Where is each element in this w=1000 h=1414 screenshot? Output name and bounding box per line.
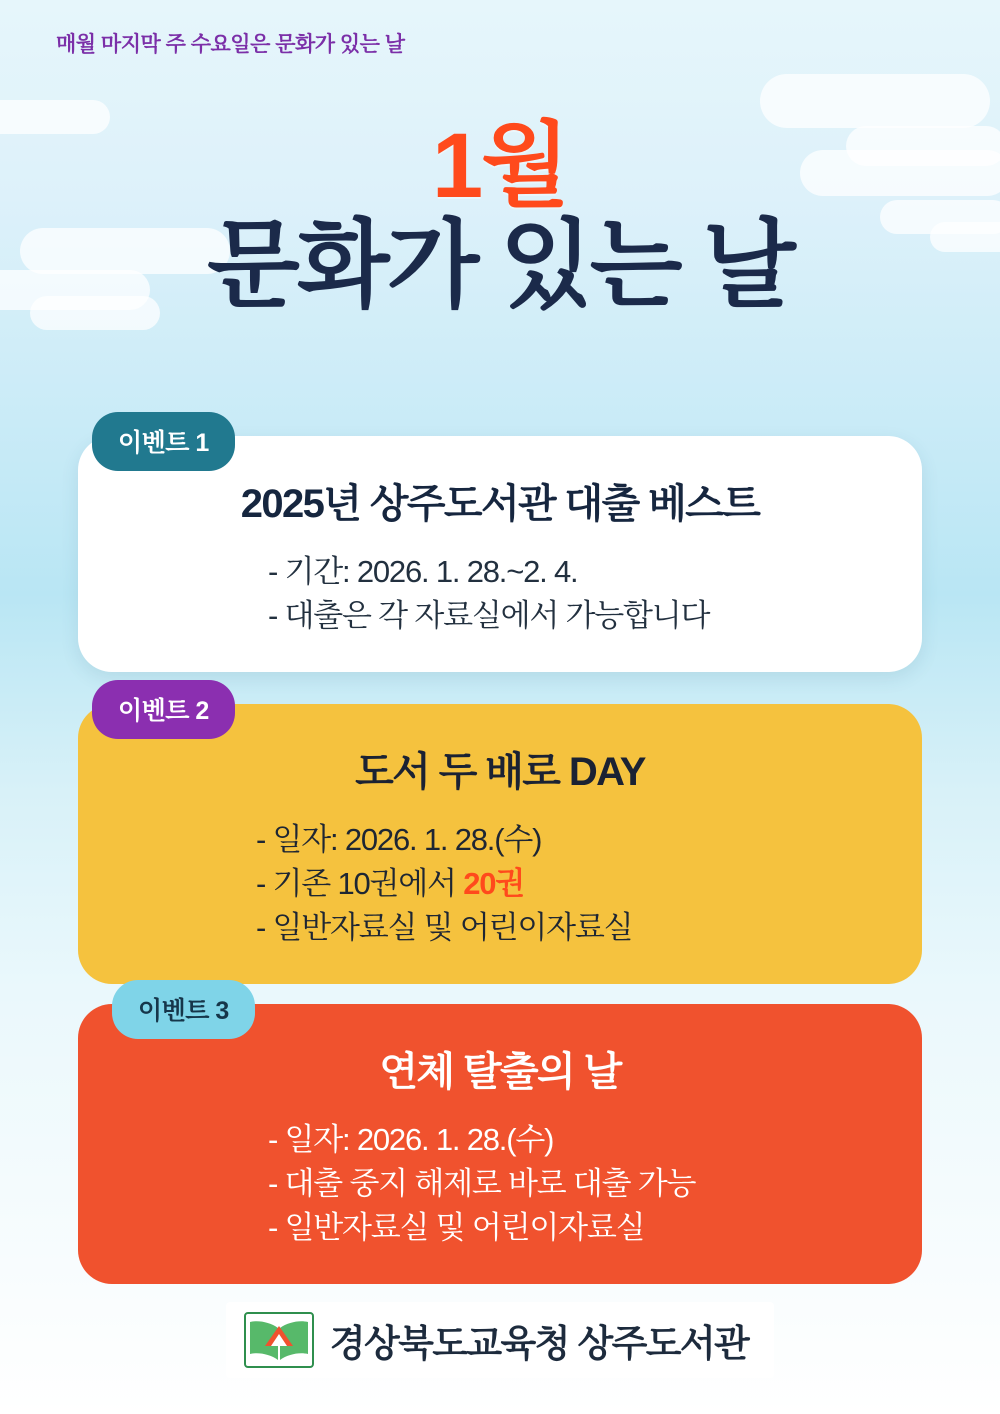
event-details-1 <box>118 550 882 638</box>
event-detail-line: - 일반자료실 및 어린이자료실 <box>256 910 633 946</box>
event-tag-1: 이벤트 1 <box>92 412 235 471</box>
event-detail-line: - 기간: 2026. 1. 28.~2. 4. <box>268 554 578 589</box>
event-card-1 <box>78 412 922 672</box>
event-detail-line: - 대출 중지 해제로 바로 대출 가능 <box>268 1166 696 1202</box>
event-card-2-body <box>78 704 922 984</box>
library-logo-label: 경상북도교육청 상주도서관 <box>329 1323 749 1364</box>
event-details-2 <box>118 818 882 950</box>
event-detail-line: - 일자: 2026. 1. 28.(수) <box>256 822 542 857</box>
event-detail-line <box>256 862 882 906</box>
event-card-1-body <box>78 436 922 672</box>
event-tag-3: 이벤트 3 <box>112 980 255 1039</box>
title-month: 1월 <box>431 115 569 217</box>
event-tag-2: 이벤트 2 <box>92 680 235 739</box>
library-logo <box>226 1302 774 1378</box>
page-title <box>0 115 1000 319</box>
event-details-3 <box>118 1118 882 1250</box>
event-title-3: 연체 탈출의 날 <box>379 1050 621 1094</box>
open-book-icon <box>244 1312 314 1368</box>
event-detail-text: - 기존 10권에서 <box>256 866 464 902</box>
event-title-2: 도서 두 배로 DAY <box>355 750 645 794</box>
footer <box>0 1302 1000 1378</box>
event-card-3 <box>78 980 922 1284</box>
header-note: 매월 마지막 주 수요일은 문화가 있는 날 <box>56 33 405 56</box>
event-card-2 <box>78 680 922 984</box>
event-title-1: 2025년 상주도서관 대출 베스트 <box>240 482 760 526</box>
event-detail-highlight: 20권 <box>463 866 525 902</box>
event-card-3-body <box>78 1004 922 1284</box>
event-detail-line: - 일반자료실 및 어린이자료실 <box>268 1210 645 1246</box>
title-headline: 문화가 있는 날 <box>207 212 793 319</box>
event-detail-line: - 대출은 각 자료실에서 가능합니다 <box>268 598 710 634</box>
event-detail-line: - 일자: 2026. 1. 28.(수) <box>268 1122 554 1157</box>
